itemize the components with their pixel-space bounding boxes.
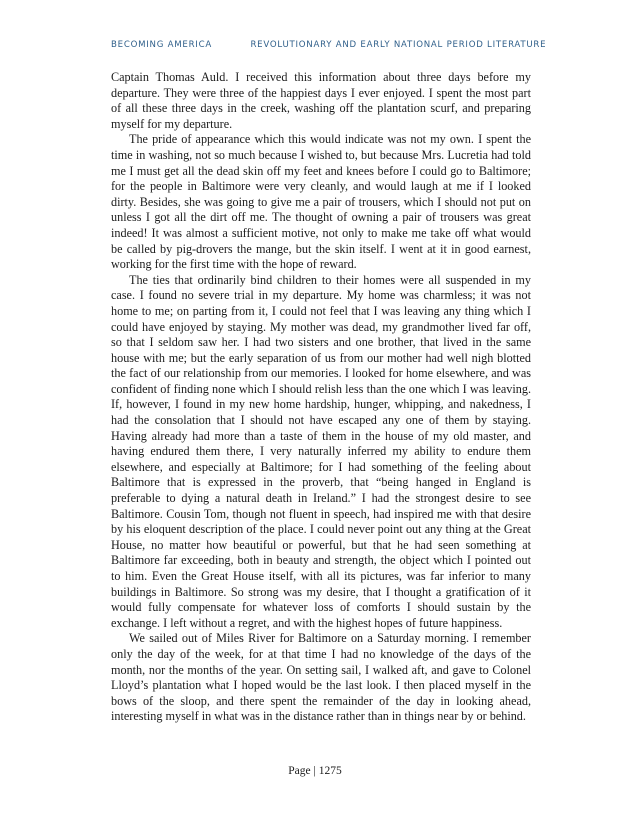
paragraph: The pride of appearance which this would indicate was not my own. I spent the time in washing, not so much because I wished to, but because Mrs. Lucretia had told me I must get all the dead skin off my feet and knees before I could go to Baltimore; for the people in Baltimore were very cleanly, and would laugh at me if I looked dirty. Besides, she was going to give me a pair of trousers, which I should not put on unless I got all the dirt off me. The thought of owning a pair of trousers was great indeed! It was almost a sufficient motive, not only to make me take off what would be called by pig-drovers the mange, but the skin itself. I went at it in good earnest, working for the first time with the hope of reward. (111, 132, 531, 272)
body-text (111, 70, 531, 725)
header-title: REVOLUTIONARY AND EARLY NATIONAL PERIOD LITERATURE (250, 40, 547, 50)
paragraph: We sailed out of Miles River for Baltimore on a Saturday morning. I remember only the day of the week, for at that time I had no knowledge of the days of the month, nor the months of the year. On setting sail, I walked aft, and gave to Colonel Lloyd’s plantation what I hoped would be the last look. I then placed myself in the bows of the sloop, and there spent the remainder of the day in looking ahead, interesting myself in what was in the distance rather than in things near by or behind. (111, 631, 531, 724)
paragraph: Captain Thomas Auld. I received this information about three days before my departure. They were three of the happiest days I ever enjoyed. I spent the most part of all these three days in the creek, washing off the plantation scurf, and preparing myself for my departure. (111, 70, 531, 131)
header-series: BECOMING AMERICA (111, 40, 212, 50)
paragraph: The ties that ordinarily bind children to their homes were all suspended in my case. I found no severe trial in my departure. My home was charmless; it was not home to me; on parting from it, I could not feel that I was leaving any thing which I could have enjoyed by staying. My mother was dead, my grandmother lived far off, so that I seldom saw her. I had two sisters and one brother, that lived in the same house with me; but the early separation of us from our mother had well nigh blotted the fact of our relationship from our memories. I looked for home elsewhere, and was confident of finding none which I should relish less than the one which I was leaving. If, however, I found in my new home hardship, hunger, whipping, and nakedness, I had the consolation that I should not have escaped any one of them by staying. Having already had more than a taste of them in the house of my old master, and having endured them there, I very naturally inferred my ability to endure them elsewhere, and especially at Baltimore; for I had something of the feeling about Baltimore that is expressed in the proverb, that “being hanged in England is preferable to dying a natural death in Ireland.” I had the strongest desire to see Baltimore. Cousin Tom, though not fluent in speech, had inspired me with that desire by his eloquent description of the place. I could never point out any thing at the Great House, no matter how beautiful or powerful, but that he had seen something at Baltimore far exceeding, both in beauty and strength, the object which I pointed out to him. Even the Great House itself, with all its pictures, was far inferior to many buildings in Baltimore. So strong was my desire, that I thought a gratification of it would fully compensate for whatever loss of comforts I should sustain by the exchange. I left without a regret, and with the highest hopes of future happiness. (111, 272, 531, 630)
running-header (111, 40, 547, 50)
page-number: Page | 1275 (288, 765, 342, 777)
